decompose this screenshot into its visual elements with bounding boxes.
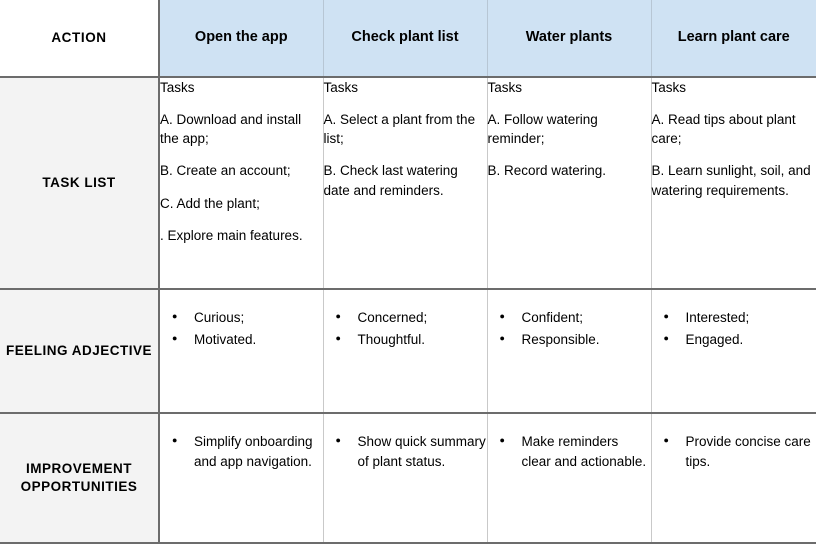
cell-task-list-learn-plant-care — [651, 77, 816, 289]
cell-improvement-water-plants — [487, 413, 651, 543]
task-item: . Explore main features. — [160, 227, 303, 243]
tasks-title: Tasks — [323, 80, 359, 95]
row-label-improvement-opportunities: IMPROVEMENT OPPORTUNITIES — [0, 413, 159, 543]
list-item: ● Curious; — [194, 308, 323, 328]
bullet-list — [488, 308, 651, 349]
cell-task-list-water-plants — [487, 77, 651, 289]
bullet-list — [160, 432, 323, 471]
task-item: A. Select a plant from the list; — [323, 112, 476, 147]
bullet-list — [652, 432, 816, 471]
header-stage-3: Water plants — [487, 0, 651, 77]
list-item: ● Show quick summary of plant status. — [358, 432, 487, 471]
header-stage-2: Check plant list — [323, 0, 487, 77]
bullet-list — [488, 432, 651, 471]
cell-improvement-open-the-app — [159, 413, 323, 543]
header-stage-4: Learn plant care — [651, 0, 816, 77]
tasks-title: Tasks — [487, 80, 523, 95]
cell-feeling-learn-plant-care — [651, 289, 816, 413]
cell-task-list-open-the-app — [159, 77, 323, 289]
cell-feeling-water-plants — [487, 289, 651, 413]
list-item: ● Confident; — [522, 308, 651, 328]
table-header-row — [0, 0, 816, 77]
task-item: B. Learn sunlight, soil, and watering requirements. — [651, 163, 811, 198]
cell-task-list-check-plant-list — [323, 77, 487, 289]
table-row-improvement-opportunities — [0, 413, 816, 543]
table-row-task-list — [0, 77, 816, 289]
task-item: C. Add the plant; — [160, 195, 260, 211]
task-item: A. Download and install the app; — [160, 112, 302, 147]
list-item: ● Concerned; — [358, 308, 487, 328]
list-item: ● Simplify onboarding and app navigation. — [194, 432, 323, 471]
bullet-list — [324, 308, 487, 349]
bullet-list — [652, 308, 816, 349]
list-item: ● Provide concise care tips. — [686, 432, 816, 471]
list-item: ● Engaged. — [686, 330, 816, 350]
tasks-title: Tasks — [651, 80, 687, 95]
cell-improvement-check-plant-list — [323, 413, 487, 543]
list-item: ● Interested; — [686, 308, 816, 328]
cell-improvement-learn-plant-care — [651, 413, 816, 543]
bullet-list — [160, 308, 323, 349]
row-label-task-list: TASK LIST — [0, 77, 159, 289]
table-row-feeling-adjective — [0, 289, 816, 413]
list-item: ● Responsible. — [522, 330, 651, 350]
task-item: B. Check last watering date and reminders. — [323, 163, 458, 198]
bullet-list — [324, 432, 487, 471]
task-item: A. Follow watering reminder; — [487, 112, 598, 147]
task-item: B. Record watering. — [487, 163, 607, 179]
list-item: ● Thoughtful. — [358, 330, 487, 350]
task-item: A. Read tips about plant care; — [651, 112, 796, 147]
cell-feeling-open-the-app — [159, 289, 323, 413]
list-item: ● Make reminders clear and actionable. — [522, 432, 651, 471]
header-stage-1: Open the app — [159, 0, 323, 77]
task-item: B. Create an account; — [160, 163, 291, 179]
tasks-title: Tasks — [160, 80, 195, 95]
header-action-label: ACTION — [0, 0, 159, 77]
cell-feeling-check-plant-list — [323, 289, 487, 413]
row-label-feeling-adjective: FEELING ADJECTIVE — [0, 289, 159, 413]
list-item: ● Motivated. — [194, 330, 323, 350]
